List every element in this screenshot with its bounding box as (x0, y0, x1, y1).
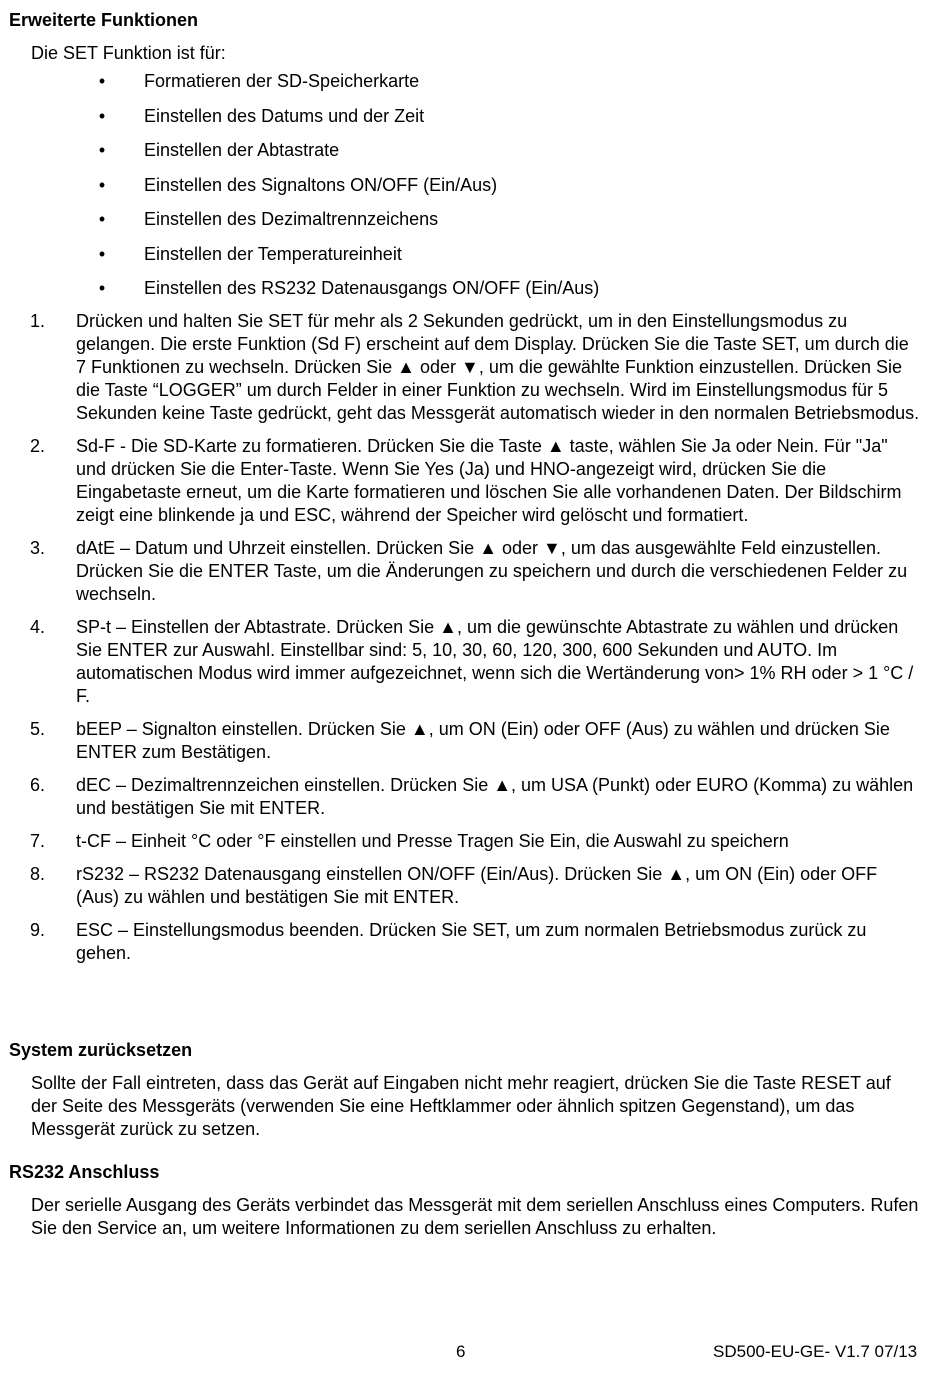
bullet-icon: • (98, 209, 106, 229)
step-text: dEC – Dezimaltrennzeichen einstellen. Drücken Sie ▲, um USA (Punkt) oder EURO (Komma) zu wählen und bestätigen Sie mit ENTER. (76, 775, 914, 818)
step-text: bEEP – Signalton einstellen. Drücken Sie ▲, um ON (Ein) oder OFF (Aus) zu wählen und drücken Sie ENTER zum Bestätigen. (76, 719, 890, 762)
step-number: 2. (30, 436, 46, 456)
bullet-text: Einstellen des RS232 Datenausgangs ON/OFF (Ein/Aus) (144, 278, 600, 298)
section-heading-extended-functions: Erweiterte Funktionen (9, 10, 199, 30)
step-number: 8. (30, 864, 46, 884)
bullet-icon: • (98, 174, 106, 195)
bullet-text: Einstellen der Abtastrate (144, 140, 340, 160)
step-text: rS232 – RS232 Datenausgang einstellen ON/OFF (Ein/Aus). Drücken Sie ▲, um ON (Ein) oder OFF (Aus) zu wählen und bestätigen Sie mit ENTER. (76, 864, 878, 907)
step-text: Drücken und halten Sie SET für mehr als 2 Sekunden gedrückt, um in den Einstellungsmodus zu gelangen. Die erste Funktion (Sd F) erscheint auf dem Display. Drücken Sie die Taste SET, um durch die 7 Funktionen zu wechseln. Drücken Sie ▲ oder ▼, um die gewählte Funktion einzustellen. Drücken Sie die Taste “LOGGER” um durch Felder in einer Funktion zu wechseln. Wird im Einstellungsmodus für 5 Sekunden keine Taste gedrückt, geht das Messgerät automatisch wieder in den normalen Betriebsmodus. (76, 311, 920, 423)
step-item (0, 718, 950, 764)
bullet-icon: • (98, 105, 106, 126)
section-heading-rs232: RS232 Anschluss (9, 1162, 160, 1182)
bullet-text: Einstellen des Signaltons ON/OFF (Ein/Aus) (144, 174, 498, 195)
step-number: 4. (30, 617, 46, 637)
bullet-icon: • (98, 278, 106, 298)
step-item (0, 830, 950, 853)
step-item (0, 537, 950, 606)
set-function-intro: Die SET Funktion ist für: (31, 43, 226, 63)
bullet-text: Formatieren der SD-Speicherkarte (144, 71, 420, 91)
rs232-text: Der serielle Ausgang des Geräts verbindet das Messgerät mit dem seriellen Anschluss eines Computers. Rufen Sie den Service an, um weitere Informationen zu dem seriellen Anschluss zu erhalten. (31, 1195, 919, 1238)
step-text: ESC – Einstellungsmodus beenden. Drücken Sie SET, um zum normalen Betriebsmodus zurück zu gehen. (76, 920, 867, 963)
bullet-text: Einstellen des Datums und der Zeit (144, 105, 425, 126)
step-number: 5. (30, 719, 46, 739)
step-item (0, 310, 950, 425)
bullet-icon: • (98, 140, 106, 160)
bullet-text: Einstellen des Dezimaltrennzeichens (144, 209, 439, 229)
section-heading-system-reset: System zurücksetzen (9, 1040, 193, 1060)
step-item (0, 616, 950, 708)
step-text: SP-t – Einstellen der Abtastrate. Drücken Sie ▲, um die gewünschte Abtastrate zu wählen und drücken Sie ENTER zur Auswahl. Einstellbar sind: 5, 10, 30, 60, 120, 300, 600 Sekunden und AUTO. Im automatischen Modus wird immer aufgezeichnet, wenn sich die Wertänderung von> 1% RH oder > 1 °C / F. (76, 617, 914, 706)
step-item (0, 435, 950, 527)
step-text: dAtE – Datum und Uhrzeit einstellen. Drücken Sie ▲ oder ▼, um das ausgewählte Feld einzustellen. Drücken Sie die ENTER Taste, um die Änderungen zu speichern und durch die verschiedenen Felder zu wechseln. (76, 538, 908, 604)
step-item (0, 919, 950, 965)
step-number: 3. (30, 538, 46, 558)
step-text: Sd-F - Die SD-Karte zu formatieren. Drücken Sie die Taste ▲ taste, wählen Sie Ja oder Nein. Für "Ja" und drücken Sie die Enter-Taste. Wenn Sie Yes (Ja) und HNO-angezeigt wird, drücken Sie die Eingabetaste erneut, um die Karte formatieren und löschen Sie alle vorhandenen Daten. Der Bildschirm zeigt eine blinkende ja und ESC, während der Speicher wird gelöscht und formatiert. (76, 436, 902, 525)
step-text: t-CF – Einheit °C oder °F einstellen und Presse Tragen Sie Ein, die Auswahl zu speichern (76, 831, 789, 851)
step-number: 1. (30, 311, 46, 331)
system-reset-text: Sollte der Fall eintreten, dass das Gerät auf Eingaben nicht mehr reagiert, drücken Sie die Taste RESET auf der Seite des Messgeräts (verwenden Sie eine Heftklammer oder ähnlich spitzen Gegenstand), um das Messgerät zurück zu setzen. (31, 1073, 891, 1139)
set-mode-steps-list (0, 310, 950, 975)
step-item (0, 863, 950, 909)
page-number: 6 (456, 1342, 466, 1361)
bullet-icon: • (98, 71, 106, 91)
bullet-text: Einstellen der Temperatureinheit (144, 243, 402, 264)
bullet-icon: • (98, 243, 106, 264)
step-number: 7. (30, 831, 46, 851)
step-number: 6. (30, 775, 46, 795)
step-item (0, 774, 950, 820)
step-number: 9. (30, 920, 46, 940)
document-version: SD500-EU-GE- V1.7 07/13 (713, 1342, 918, 1361)
